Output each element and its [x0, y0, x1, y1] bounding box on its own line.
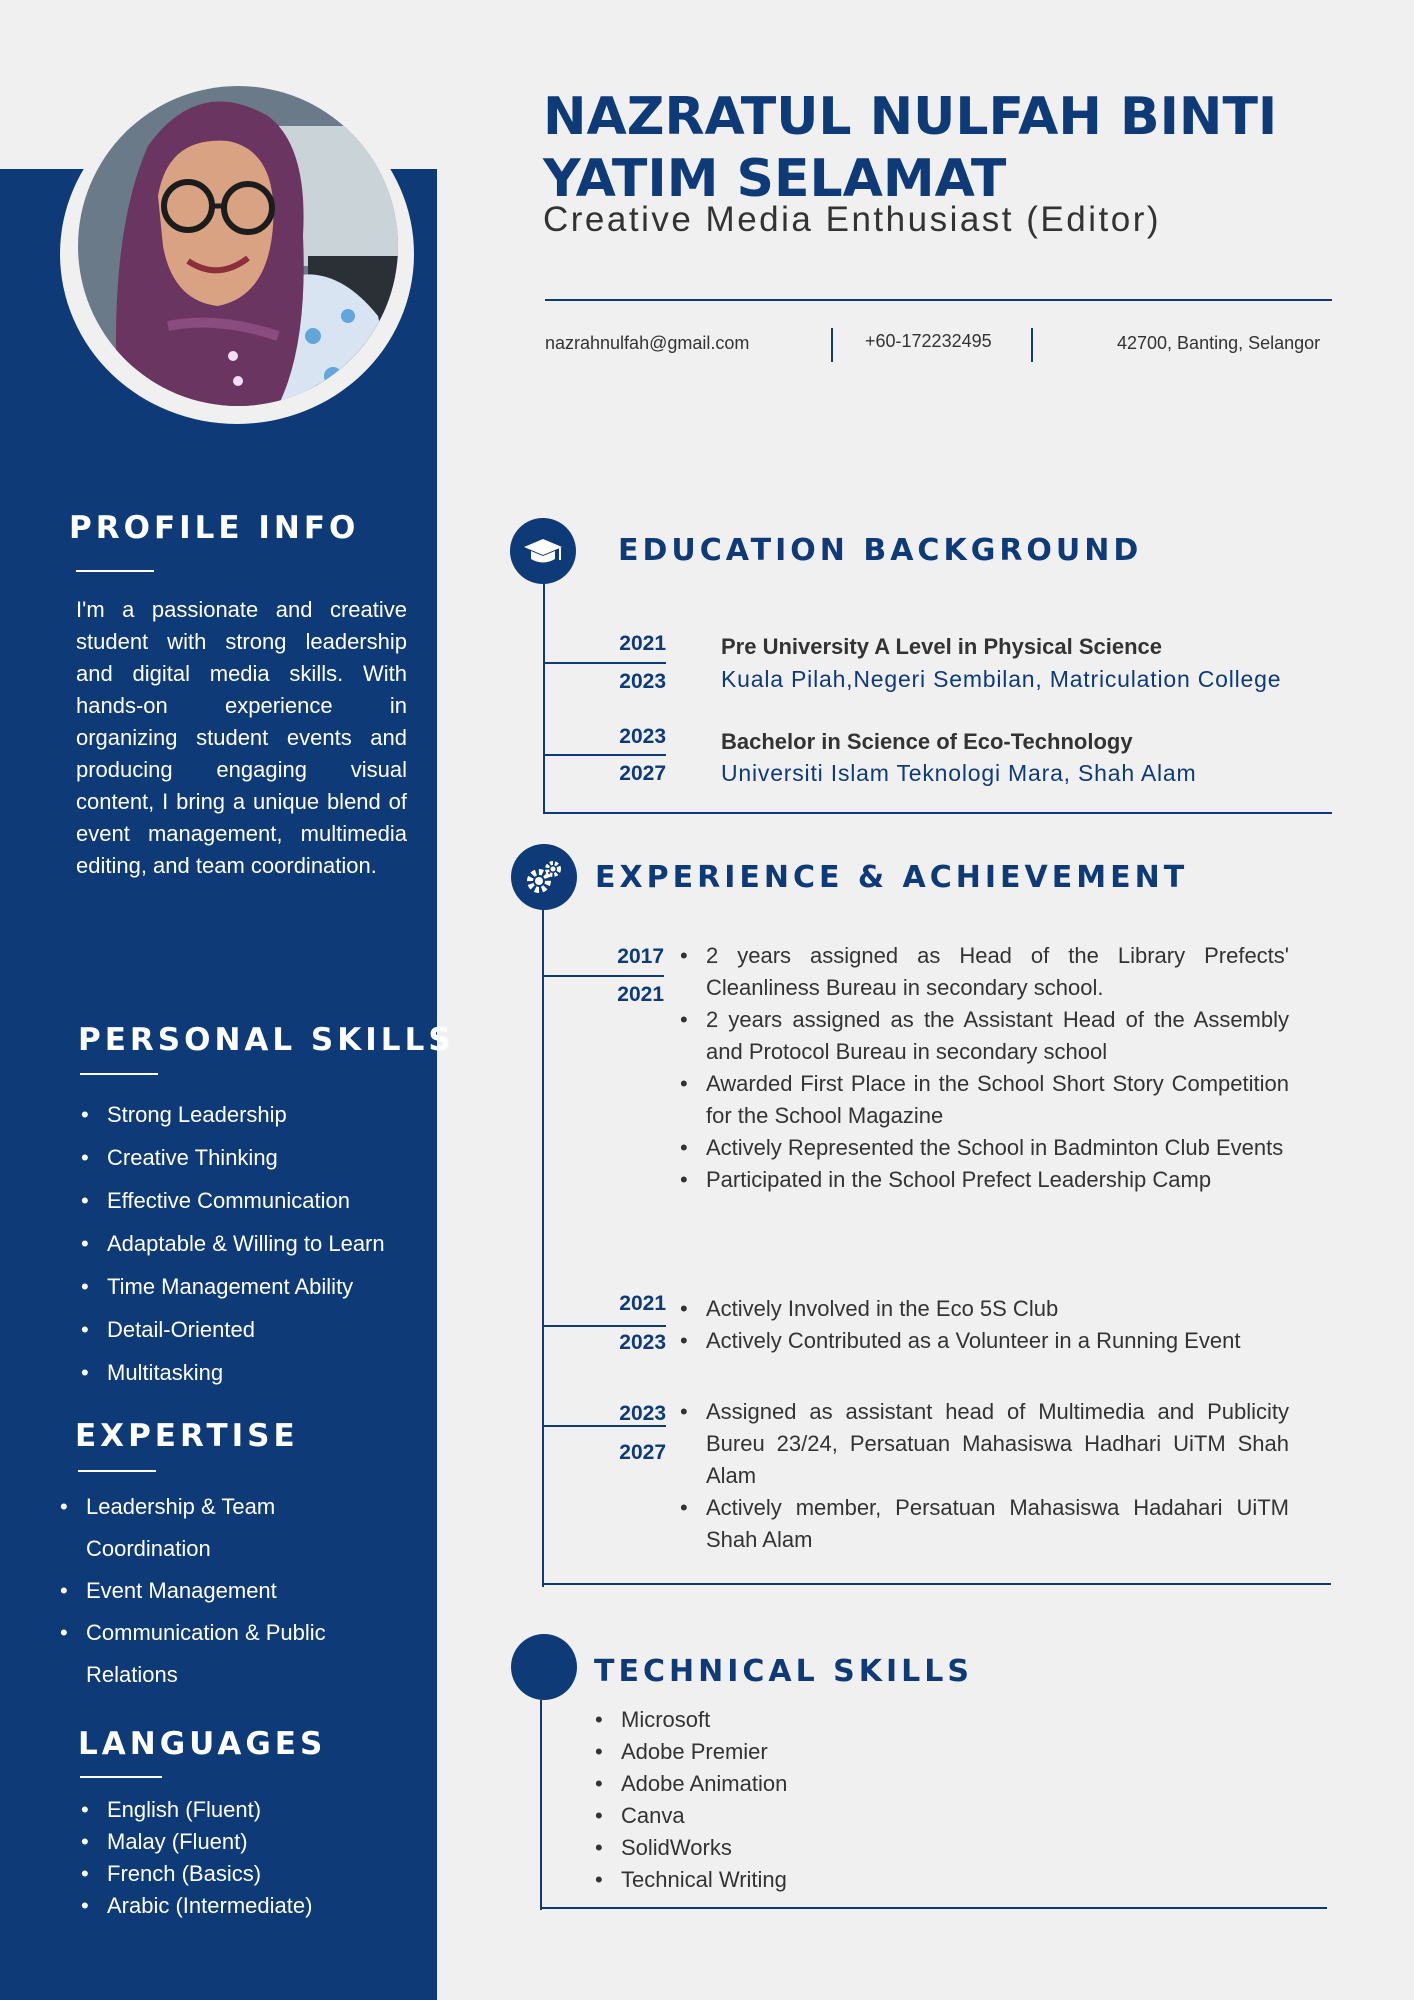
header-divider: [545, 299, 1332, 301]
personal-skills-rule: [80, 1073, 158, 1075]
list-item: • Effective Communication: [77, 1179, 385, 1222]
year-divider: [542, 1325, 666, 1327]
technical-timeline: [540, 1700, 542, 1910]
list-item: • Communication & Public Relations: [56, 1612, 356, 1696]
experience-heading: EXPERIENCE & ACHIEVEMENT: [595, 860, 1189, 895]
expertise-list: [56, 1486, 356, 1696]
experience-timeline: [542, 910, 544, 1587]
profile-info-heading: PROFILE INFO: [69, 510, 360, 546]
year-end: 2023: [619, 670, 666, 693]
languages-heading: LANGUAGES: [78, 1726, 327, 1762]
list-item: • Actively Involved in the Eco 5S Club: [676, 1293, 1289, 1325]
list-item: • Detail-Oriented: [77, 1308, 385, 1351]
list-item: • Actively Represented the School in Badminton Club Events: [676, 1132, 1289, 1164]
profile-photo: [78, 86, 398, 406]
list-item: • Actively member, Persatuan Mahasiswa Hadahari UiTM Shah Alam: [676, 1492, 1289, 1556]
institution-name: Kuala Pilah,Negeri Sembilan, Matriculation College: [721, 666, 1282, 692]
phone-text: +60-172232495: [865, 331, 992, 351]
list-item: • Multitasking: [77, 1351, 385, 1394]
personal-skills-heading: PERSONAL SKILLS: [78, 1022, 455, 1058]
job-title: Creative Media Enthusiast (Editor): [543, 200, 1161, 239]
degree-title: Bachelor in Science of Eco-Technology: [721, 729, 1133, 754]
email-text: nazrahnulfah@gmail.com: [545, 333, 750, 353]
expertise-rule: [78, 1470, 156, 1472]
year-end: 2027: [619, 1441, 666, 1464]
experience-list: [676, 1396, 1289, 1556]
list-item: • Adaptable & Willing to Learn: [77, 1222, 385, 1265]
list-item: • Malay (Fluent): [77, 1826, 312, 1858]
name-line-2: YATIM SELAMAT: [543, 149, 1007, 209]
year-divider: [542, 1425, 666, 1427]
year-start: 2017: [617, 945, 664, 968]
location-text: 42700, Banting, Selangor: [1117, 333, 1321, 353]
languages-list: [77, 1794, 312, 1922]
profile-info-rule: [76, 570, 154, 572]
list-item: • Arabic (Intermediate): [77, 1890, 312, 1922]
technical-skills-heading: TECHNICAL SKILLS: [594, 1654, 973, 1689]
list-item: • Technical Writing: [591, 1864, 787, 1896]
list-item: • Strong Leadership: [77, 1093, 385, 1136]
profile-info-text: I'm a passionate and creative student with strong leadership and digital media skills. With hands-on experience in organizing student events and producing engaging visual content, I bring a unique blend of event management, multimedia editing, and team coordination.: [76, 597, 407, 878]
year-start: 2023: [619, 725, 666, 748]
year-end: 2023: [619, 1331, 666, 1354]
list-item: • Awarded First Place in the School Short Story Competition for the School Magazine: [676, 1068, 1289, 1132]
list-item: • 2 years assigned as Head of the Library Prefects' Cleanliness Bureau in secondary school.: [676, 940, 1289, 1004]
technical-bottom-rule: [540, 1907, 1327, 1909]
contact-separator: [831, 328, 833, 362]
degree-title: Pre University A Level in Physical Science: [721, 634, 1163, 659]
year-start: 2021: [619, 1292, 666, 1315]
expertise-heading: EXPERTISE: [75, 1418, 299, 1454]
contact-separator: [1031, 328, 1033, 362]
year-end: 2027: [619, 762, 666, 785]
list-item: • 2 years assigned as the Assistant Head of the Assembly and Protocol Bureau in secondary school: [676, 1004, 1289, 1068]
list-item: • Participated in the School Prefect Leadership Camp: [676, 1164, 1289, 1196]
list-item: • English (Fluent): [77, 1794, 312, 1826]
list-item: • SolidWorks: [591, 1832, 787, 1864]
full-name: [543, 86, 1343, 210]
list-item: • Microsoft: [591, 1704, 787, 1736]
section-icon: [511, 1634, 577, 1700]
year-divider: [543, 754, 666, 756]
languages-rule: [80, 1776, 162, 1778]
graduation-cap-icon: [510, 518, 576, 584]
experience-list: [676, 1293, 1289, 1357]
list-item: • Canva: [591, 1800, 787, 1832]
institution-name: Universiti Islam Teknologi Mara, Shah Alam: [721, 760, 1197, 786]
list-item: • Leadership & Team Coordination: [56, 1486, 356, 1570]
education-heading: EDUCATION BACKGROUND: [618, 533, 1143, 568]
list-item: • Actively Contributed as a Volunteer in a Running Event: [676, 1325, 1289, 1357]
name-line-1: NAZRATUL NULFAH BINTI: [543, 87, 1278, 147]
list-item: • Adobe Premier: [591, 1736, 787, 1768]
technical-skills-list: [591, 1704, 787, 1896]
year-start: 2023: [619, 1402, 666, 1425]
list-item: • French (Basics): [77, 1858, 312, 1890]
list-item: • Assigned as assistant head of Multimedia and Publicity Bureu 23/24, Persatuan Mahasiswa Hadhari UiTM Shah Alam: [676, 1396, 1289, 1492]
year-start: 2021: [619, 632, 666, 655]
personal-skills-list: [77, 1093, 385, 1394]
year-end: 2021: [617, 983, 664, 1006]
list-item: • Adobe Animation: [591, 1768, 787, 1800]
experience-bottom-rule: [542, 1583, 1331, 1585]
experience-list: [676, 940, 1289, 1196]
education-timeline: [543, 584, 545, 814]
list-item: • Creative Thinking: [77, 1136, 385, 1179]
list-item: • Time Management Ability: [77, 1265, 385, 1308]
list-item: • Event Management: [56, 1570, 356, 1612]
year-divider: [542, 975, 664, 977]
education-bottom-rule: [543, 812, 1332, 814]
gears-icon: [511, 844, 577, 910]
year-divider: [543, 662, 666, 664]
